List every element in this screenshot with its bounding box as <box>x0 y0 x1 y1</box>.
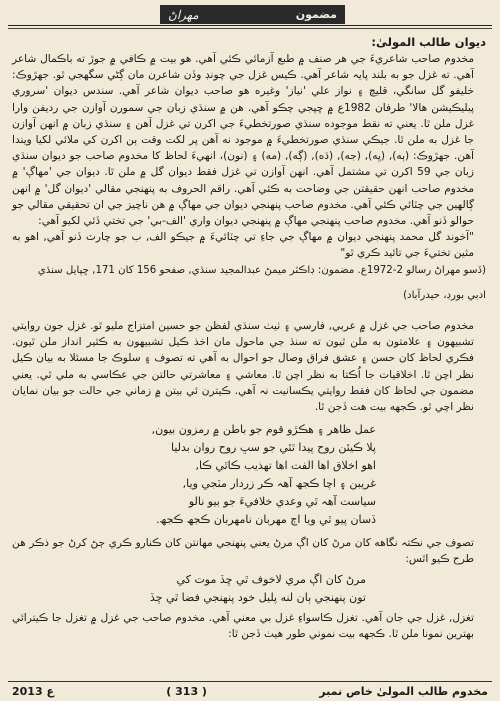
footer-title: مخدوم طالب المولیٰ خاص نمبر <box>319 684 488 698</box>
article-heading: ديوان طالب المولیٰ: <box>371 35 486 49</box>
couplet-line: مرڻ کان اڳ مري لاخوف ٿي ڇڏ موت کي <box>176 572 366 586</box>
header-band <box>160 5 345 24</box>
paragraph-1: مخدوم صاحب شاعريءَ جي هر صنف ۾ طبع آزمائي ڪئي آهي. هو بيت ۾ ڪافي ۾ جوڙ ته باڪمال شاعر آهي. ته غزل جو به بلند پايہ شاعر آهي. ڪيس غزل جي چونڊ وڏن شاعرن مان ڳڻي سگهجي ٿو. جهڙوڪ: خليفو گل سانگي، قليچ ۽ نواز علي 'نياز' وغيره هو صاحب ديوان شاعر آهي. سندس ديوان 'سروري پبليڪيشن هالا' طرفان 1982ع ۾ ڇپجي چڪو آهي. هن ۾ سنڌي زبان جي سمورن آوازن جي رديفن وارا غزل ملن ٿا. يعني ته نقط موجوده سنڌي صورتخطيءَ جي اکرن تي غزل آهن ۽ سنڌي زبان ۾ انهن آوازن جا غزل به ملن ٿا. جيڪي سنڌي صورتخطيءَ ۾ موجود نه آهن پر لکت وقت ٻن اکرن کي ملائي لکيا ويندا آهن. جهڙوڪ: (ٻه), (ڀه), (جه), (ڌه), (ڳه), (مه) ۽ (نون)، انهيءَ لحاظ کا مخدوم صاحب جو ديوان سنڌي زبان جي 59 اکرن تي مشتمل آهي. انهن آوازن تي غزل فقط ديوان گل ۾ ملن ٿا. ديوان جي 'مهاڳ' ۾ مخدوم صاحب انهن حقيقتن جي وضاحت به ڪئي آهي. راقم الحروف به پنهنجي مقالي 'ديوان گل' ۾ انهن ڳالهين جي چٽائي ڪئي آهي. مخدوم صاحب پنهنجي ديوان جي مهاڳ ۾ هن ناچيز جي ان تحقيقي مقالي جو حوالو ڏنو آهي. مخدوم صاحب پنهنجي مهاڳ ۾ پنهنجي ديوان واري 'الف-بي' جي تختي ڏئي لکيو آهي: <box>12 53 474 228</box>
verse-line: پلا ڪيئن روح پيدا ٿئي جو سڀ روح روان بدليا <box>171 441 376 455</box>
magazine-logo: مهراڻ <box>168 7 199 22</box>
footer-year: 2013 ع <box>12 684 54 698</box>
page-footer <box>12 684 488 698</box>
paragraph-4: تصوف جي نڪتہ نگاهه کان مرڻ کان اڳ مرڻ يعني پنهنجي مهانتن کان ڪنارو ڪري ڄڻ کرڻ جو ذڪر هن طرح ڪيو اٿس: <box>12 537 474 566</box>
couplet-block <box>12 571 486 607</box>
paragraph-3: مخدوم صاحب جي غزل ۾ عربي, فارسي ۽ ٺيٺ سنڌي لفظن جو حسين امتزاج مليو ٿو. غزل جون روايتي تشبيهون ۽ علامتون به ملن ٿيون ته سنڌ جي ماحول مان اخذ ڪيل تشبيهون به ڪثير انداز ملن ٿيون. فڪري لحاظ کان حسن ۽ عشق فراق وصال جو احوال به آهي ته تصوف ۽ سلوڪ جا مسئلا به بيان ڪيل نظر اچن ٿا. اخلاقيات جا اُڪتا به نظر اچن ٿا. معاشي ۽ معاشرتي حالتن جي عڪاسي به ملي ٿي. يعني مضمون جي لحاظ کان فقط روايتي يڪسانيت نہ آهي. ڪيترن ئي بيتن ۾ زماني جي حالت جو بيان نمايان نظر اچي ٿو. ڪجهه بيت هت ڏجن ٿا. <box>12 320 474 414</box>
reference-line-1: (ڏسو مهراڻ رسالو 2-1972ع. مضمون: ڊاڪٽر ميمڻ عبدالمجيد سنڌي, صفحو 156 کان 171, ڇپايل سنڌي <box>37 264 486 276</box>
footer-rule <box>8 681 492 682</box>
paragraph-5: تغزل, غزل جي جان آهي. تغزل ڪاسواءِ غزل بي معني آهي. مخدوم صاحب جي غزل ۾ تغزل جا ڪيترائي بهترين نمونا ملن ٿا. ڪجهه بيت نموني طور هيٺ ڏجن ٿا: <box>12 611 474 640</box>
verse-line: عمل ظاهر ۽ هڪڙو قوم جو باطن ۾ رمزون بيون, <box>151 423 376 437</box>
verse-line: سياست آهہ ٿي وعدي خلافيءَ جو بيو نالو <box>188 495 376 509</box>
page-number: ( 313 ) <box>166 684 207 698</box>
verse-block <box>12 421 486 529</box>
article-body <box>12 34 486 642</box>
verse-line: غريبن ۽ اچا ڪجھ آهہ ڪر زردار مٽجي ويا, <box>182 477 376 491</box>
reference-line-2: ادبي بورڊ، حيدرآباد) <box>403 290 486 302</box>
quote-paragraph: "آخوند گل محمد پنهنجي ديوان ۾ مهاڳ جي جاءِ تي چٽائيءَ ۾ جيڪو الف, ب جو چارٽ ڏنو آهي, اهو به مثين تختيءَ جي تائيد ڪري ٿو" <box>12 231 474 260</box>
couplet-line: تون پنهنجي ٻان لنه پليل خود پنهنجي فضا ٿي ڇڏ <box>149 590 366 604</box>
verse-line: اهو اخلاق اها الفت اها تهذيب ڪاٿي ڪا, <box>195 459 376 473</box>
header-rule-secondary <box>8 28 492 29</box>
section-label: مضمون <box>295 8 337 21</box>
verse-line: ڏسان پيو ٿي ويا اڄ مهربان نامهربان ڪجھ ڪجھ. <box>156 513 376 527</box>
header-rule <box>8 25 492 26</box>
